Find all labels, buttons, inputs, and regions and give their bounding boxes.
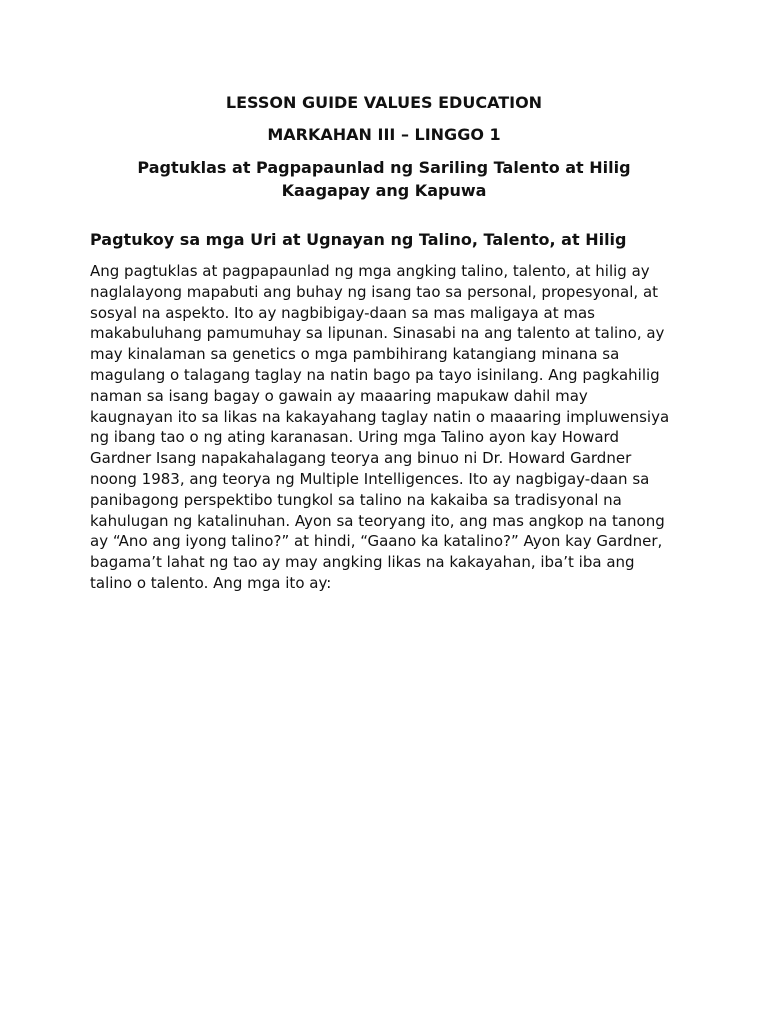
lesson-subtitle-line: Pagtuklas at Pagpapaunlad ng Sariling Talento at Hilig <box>137 158 631 177</box>
quarter-week-label: MARKAHAN III – LINGGO 1 <box>267 125 501 144</box>
document-title: LESSON GUIDE VALUES EDUCATION <box>225 93 543 112</box>
paragraph-line: kahulugan ng katalinuhan. Ayon sa teoryang ito, ang mas angkop na tanong <box>90 511 665 530</box>
paragraph-line: noong 1983, ang teorya ng Multiple Intelligences. Ito ay nagbigay-daan sa <box>90 469 650 488</box>
paragraph-line: makabuluhang pamumuhay sa lipunan. Sinasabi na ang talento at talino, ay <box>90 324 665 343</box>
lesson-subtitle-line: Kaagapay ang Kapuwa <box>281 181 487 200</box>
paragraph-line: magulang o talagang taglay na natin bago pa tayo isinilang. Ang pagkahilig <box>90 365 660 384</box>
section-heading: Pagtukoy sa mga Uri at Ugnayan ng Talino, Talento, at Hilig <box>90 230 627 249</box>
paragraph-line: naman sa isang bagay o gawain ay maaaring mapukaw dahil may <box>90 386 588 405</box>
paragraph-line: kaugnayan ito sa likas na kakayahang taglay natin o maaaring impluwensiya <box>90 407 670 426</box>
paragraph-line: talino o talento. Ang mga ito ay: <box>90 573 332 592</box>
paragraph-line: panibagong perspektibo tungkol sa talino na kakaiba sa tradisyonal na <box>90 490 622 509</box>
paragraph-line: Ang pagtuklas at pagpapaunlad ng mga angking talino, talento, at hilig ay <box>90 262 650 280</box>
paragraph-line: naglalayong mapabuti ang buhay ng isang tao sa personal, propesyonal, at <box>90 282 659 301</box>
body-paragraph <box>90 261 730 594</box>
paragraph-line: sosyal na aspekto. Ito ay nagbibigay-daan sa mas maligaya at mas <box>90 303 595 322</box>
paragraph-line: bagama’t lahat ng tao ay may angking likas na kakayahan, iba’t iba ang <box>90 553 635 572</box>
paragraph-line: may kinalaman sa genetics o mga pambihirang katangiang minana sa <box>90 345 620 364</box>
paragraph-line: Gardner Isang napakahalagang teorya ang binuo ni Dr. Howard Gardner <box>90 449 632 468</box>
paragraph-line: ay “Ano ang iyong talino?” at hindi, “Gaano ka katalino?” Ayon kay Gardner, <box>90 532 663 551</box>
paragraph-line: ng ibang tao o ng ating karanasan. Uring mga Talino ayon kay Howard <box>90 428 619 447</box>
